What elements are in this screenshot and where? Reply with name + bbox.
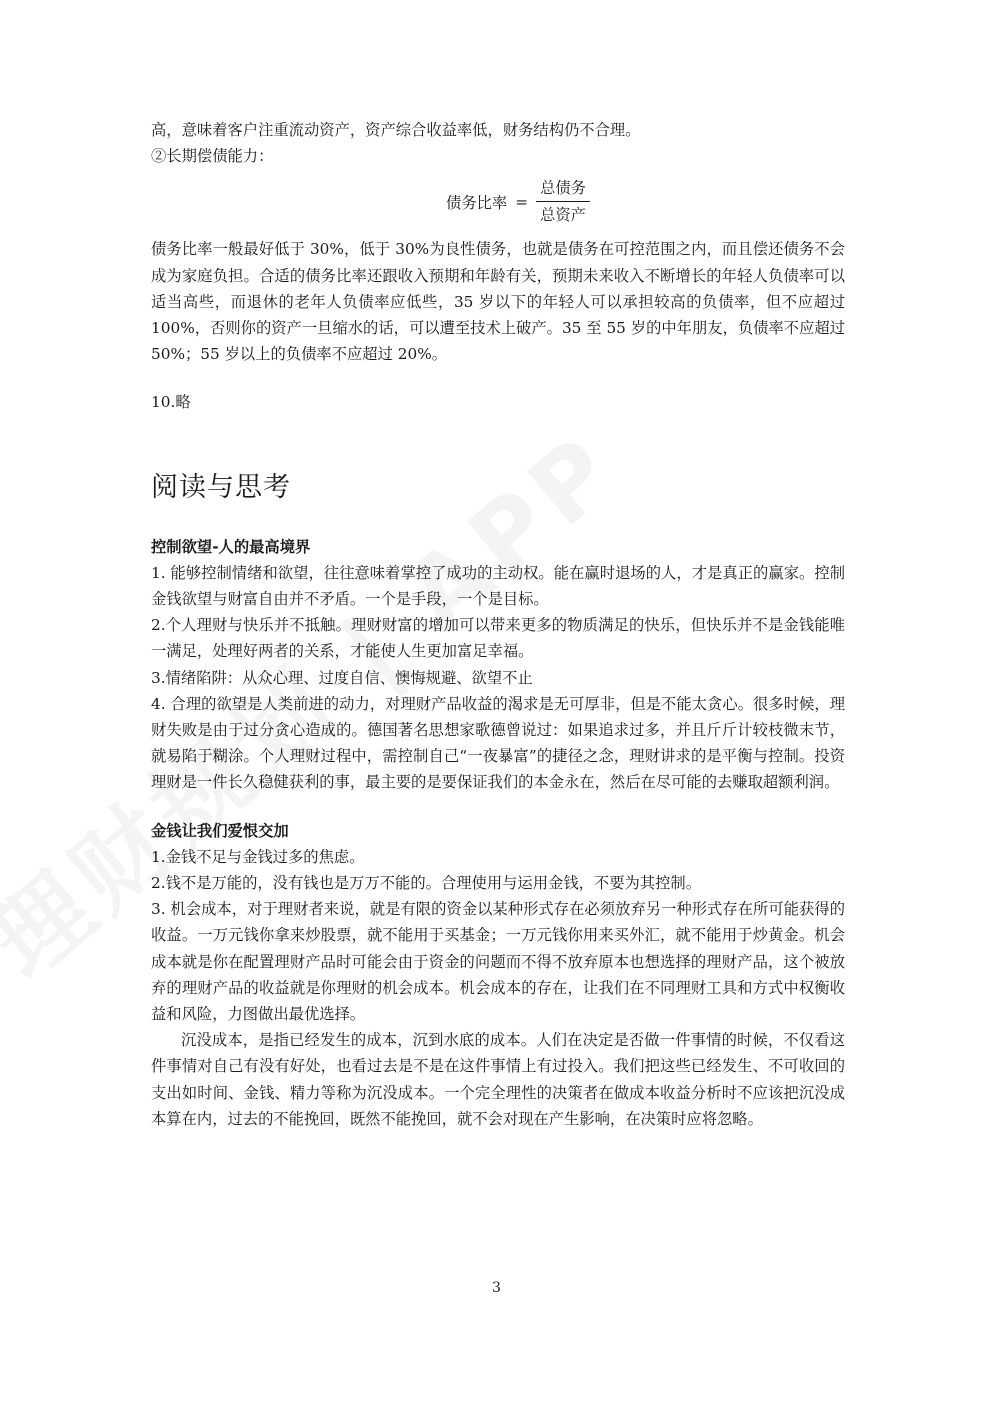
section-title: 阅读与思考 — [151, 471, 291, 503]
list-item: 4. 合理的欲望是人类前进的动力，对理财产品收益的渴求是无可厚非，但是不能太贪心。很多时候，理财失败是由于过分贪心造成的。德国著名思想家歌德曾说过：如果追求过多，并且斤斤计较枝微末节，就易陷于糊涂。个人理财过程中，需控制自己“一夜暴富”的捷径之念，理财讲求的是平衡与控制。投资理财是一件长久稳健获利的事，最主要的是要保证我们的本金永在，然后在尽可能的去赚取超额利润。 — [151, 694, 845, 792]
intro-line-1: 高，意味着客户注重流动资产，资产综合收益率低，财务结构仍不合理。 — [151, 121, 641, 139]
debt-ratio-paragraph: 债务比率一般最好低于 30%，低于 30%为良性债务，也就是债务在可控范围之内，而且偿还债务不会成为家庭负担。合适的债务比率还跟收入预期和年龄有关，预期未来收入不断增长的年轻人负债率可以适当高些，而退休的老年人负债率应低些，35 岁以下的年轻人可以承担较高的负债率，但不应超过 100%，否则你的资产一旦缩水的话，可以遭至技术上破产。35 至 55 岁的中年朋友，负债率不应超过 50%；55 岁以上的负债率不应超过 20%。 — [151, 240, 845, 364]
list-item: 3. 机会成本，对于理财者来说，就是有限的资金以某种形式存在必须放弃另一种形式存在所可能获得的收益。一万元钱你拿来炒股票，就不能用于买基金；一万元钱你用来买外汇，就不能用于炒黄金。机会成本就是你在配置理财产品时可能会由于资金的问题而不得不放弃原本也想选择的理财产品，这个被放弃的理财产品的收益就是你理财的机会成本。机会成本的存在，让我们在不同理财工具和方式中权衡收益和风险，力图做出最优选择。 — [151, 900, 845, 1024]
formula-lhs: 债务比率 — [446, 193, 508, 212]
formula-fraction — [536, 177, 590, 226]
subsection-title-control-desire: 控制欲望-人的最高境界 — [151, 537, 311, 556]
page-content — [151, 117, 845, 1132]
list-item: 1. 能够控制情绪和欲望，往往意味着掌控了成功的主动权。能在赢时退场的人，才是真正的赢家。控制金钱欲望与财富自由并不矛盾。一个是手段，一个是目标。 — [151, 563, 845, 609]
debt-ratio-formula — [151, 177, 845, 226]
list-item: 2.个人理财与快乐并不抵触。理财财富的增加可以带来更多的物质满足的快乐，但快乐并不是金钱能唯一满足，处理好两者的关系，才能使人生更加富足幸福。 — [151, 616, 845, 661]
formula-denominator: 总资产 — [540, 206, 586, 225]
page-number: 3 — [492, 1280, 501, 1296]
sunk-cost-paragraph: 沉没成本，是指已经发生的成本，沉到水底的成本。人们在决定是否做一件事情的时候，不仅看这件事情对自己有没有好处，也看过去是不是在这件事情上有过投入。我们把这些已经发生、不可收回的支出如时间、金钱、精力等称为沉没成本。一个完全理性的决策者在做成本收益分析时不应该把沉没成本算在内，过去的不能挽回，既然不能挽回，就不会对现在产生影响，在决策时应将忽略。 — [151, 1031, 845, 1128]
list-item: 1.金钱不足与金钱过多的焦虑。 — [151, 847, 365, 866]
item-10: 10.略 — [151, 393, 191, 412]
list-item: 2.钱不是万能的，没有钱也是万万不能的。合理使用与运用金钱，不要为其控制。 — [151, 874, 701, 893]
formula-equals: = — [515, 192, 529, 211]
intro-line-2: ②长期偿债能力： — [151, 147, 274, 166]
list-item: 3.情绪陷阱：从众心理、过度自信、懊悔规避、欲望不止 — [151, 668, 533, 687]
formula-numerator: 总债务 — [536, 177, 590, 202]
subsection-title-money-love-hate: 金钱让我们爱恨交加 — [151, 821, 289, 840]
